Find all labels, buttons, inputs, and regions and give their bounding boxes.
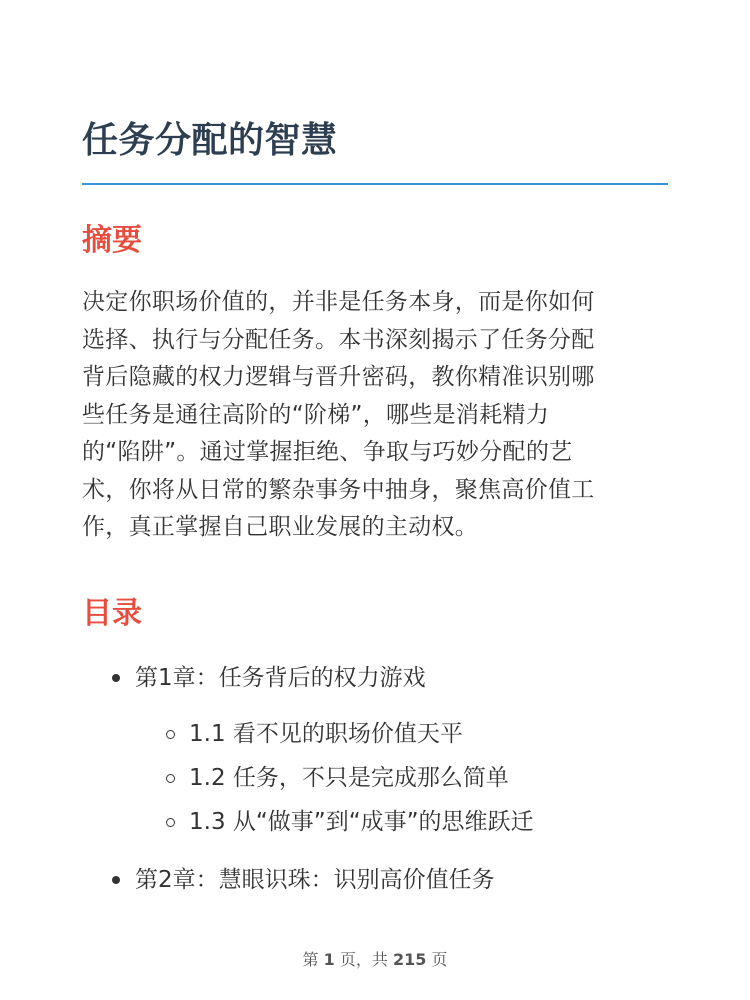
- toc-item-label: 1.1 看不见的职场价值天平: [189, 721, 463, 747]
- footer-page-number: 1: [323, 950, 335, 969]
- toc-item-label: 第1章：任务背后的权力游戏: [135, 665, 426, 691]
- toc-item-label: 第2章：慧眼识珠：识别高价值任务: [135, 867, 495, 893]
- summary-heading: 摘要: [82, 223, 142, 258]
- summary-line: 选择、执行与分配任务。本书深刻揭示了任务分配: [82, 326, 595, 353]
- summary-line: 决定你职场价值的，并非是任务本身，而是你如何: [82, 289, 595, 315]
- summary-line: 背后隐藏的权力逻辑与晋升密码，教你精准识别哪: [82, 364, 595, 390]
- footer-suffix: 页: [426, 950, 448, 969]
- bullet-circle-icon: [166, 774, 175, 783]
- footer-middle: 页，共: [334, 950, 393, 969]
- summary-line: 作，真正掌握自己职业发展的主动权。: [82, 514, 479, 540]
- toc-item-label: 1.2 任务，不只是完成那么简单: [189, 765, 509, 791]
- bullet-disc-icon: [112, 674, 120, 682]
- toc-heading: 目录: [82, 596, 142, 631]
- toc-item-label: 1.3 从“做事”到“成事”的思维跃迁: [189, 809, 534, 835]
- summary-line: 些任务是通往高阶的“阶梯”，哪些是消耗精力: [82, 401, 550, 428]
- footer-prefix: 第: [302, 950, 324, 969]
- bullet-circle-icon: [166, 730, 175, 739]
- footer-total-pages: 215: [392, 950, 427, 969]
- summary-line: 的“陷阱”。通过掌握拒绝、争取与巧妙分配的艺: [82, 439, 573, 465]
- page-footer: [0, 950, 750, 970]
- title-divider: [82, 183, 668, 185]
- bullet-circle-icon: [166, 818, 175, 827]
- summary-paragraph: [82, 284, 668, 547]
- bullet-disc-icon: [112, 876, 120, 884]
- summary-line: 术，你将从日常的繁杂事务中抽身，聚焦高价值工: [82, 476, 595, 503]
- page-title: 任务分配的智慧: [82, 120, 338, 161]
- document-page: [82, 0, 668, 1000]
